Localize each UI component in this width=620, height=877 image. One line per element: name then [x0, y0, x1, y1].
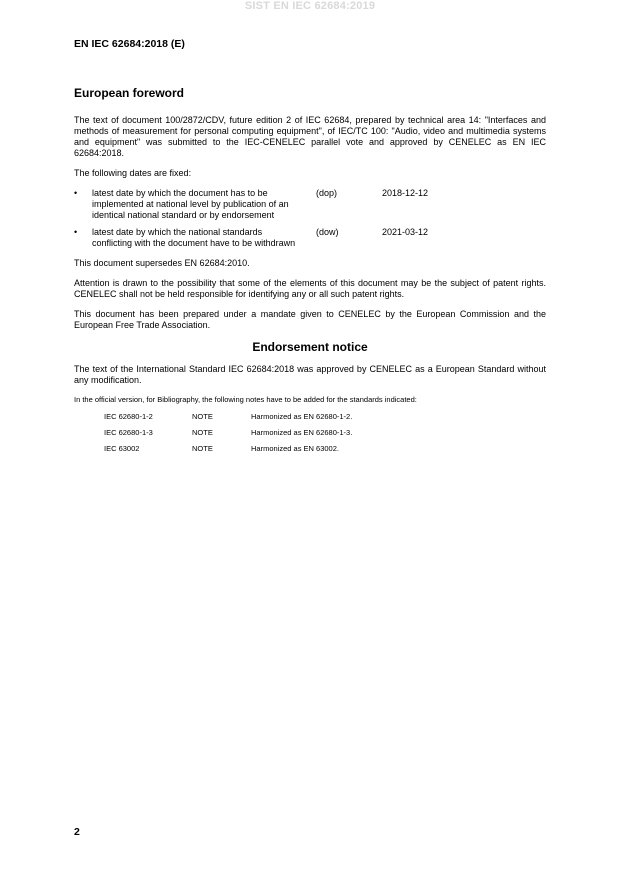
bibliography-intro: In the official version, for Bibliography, the following notes have to be added for the standards indicated: — [74, 395, 417, 404]
date-abbreviation: (dow) — [316, 227, 339, 237]
dates-intro: The following dates are fixed: — [74, 168, 192, 178]
date-value: 2018-12-12 — [382, 188, 429, 198]
note-label: NOTE — [192, 444, 213, 453]
standard-number: IEC 63002 — [104, 444, 140, 453]
date-description: latest date by which the document has to be implemented at national level by publication of an identical national standard or by endorsement — [92, 188, 289, 220]
date-abbreviation: (dop) — [316, 188, 338, 198]
harmonized-text: Harmonized as EN 62680-1-2. — [251, 412, 353, 421]
table-row — [104, 444, 546, 454]
watermark: SIST EN IEC 62684:2019 — [244, 0, 376, 12]
date-value: 2021-03-12 — [382, 227, 429, 237]
list-item — [74, 227, 546, 249]
patent-paragraph: Attention is drawn to the possibility that some of the elements of this document may be the subject of patent rights. CENELEC shall not be held responsible for identifying any or all such patent rights. — [74, 278, 546, 299]
document-id: EN IEC 62684:2018 (E) — [74, 38, 185, 50]
harmonized-text: Harmonized as EN 63002. — [251, 444, 339, 453]
bullet-icon: • — [74, 227, 78, 237]
list-item — [74, 188, 546, 221]
bullet-icon: • — [74, 188, 78, 198]
note-label: NOTE — [192, 412, 213, 421]
standard-number: IEC 62680-1-3 — [104, 428, 153, 437]
table-row — [104, 428, 546, 438]
dates-list — [74, 188, 546, 249]
note-label: NOTE — [192, 428, 213, 437]
harmonized-text: Harmonized as EN 62680-1-3. — [251, 428, 353, 437]
endorsement-paragraph: The text of the International Standard IEC 62684:2018 was approved by CENELEC as a European Standard without any modification. — [74, 364, 546, 385]
supersedes-paragraph: This document supersedes EN 62684:2010. — [74, 258, 250, 268]
foreword-paragraph: The text of document 100/2872/CDV, future edition 2 of IEC 62684, prepared by technical area 14: "Interfaces and methods of measurement for personal computing equipment", of IEC/TC 100: "Audio, video and multimedia systems and equipment" was submitted to the IEC-CENELEC parallel vote and approved by CENELEC as EN IEC 62684:2018. — [74, 115, 546, 158]
standard-number: IEC 62680-1-2 — [104, 412, 153, 421]
foreword-title: European foreword — [74, 86, 185, 100]
table-row — [104, 412, 546, 422]
page-content — [74, 86, 546, 460]
mandate-paragraph: This document has been prepared under a mandate given to CENELEC by the European Commission and the European Free Trade Association. — [74, 309, 546, 330]
date-description: latest date by which the national standards conflicting with the document have to be withdrawn — [92, 227, 296, 248]
endorsement-title: Endorsement notice — [252, 340, 368, 354]
page-number: 2 — [74, 826, 80, 838]
bibliography-notes — [104, 412, 546, 454]
